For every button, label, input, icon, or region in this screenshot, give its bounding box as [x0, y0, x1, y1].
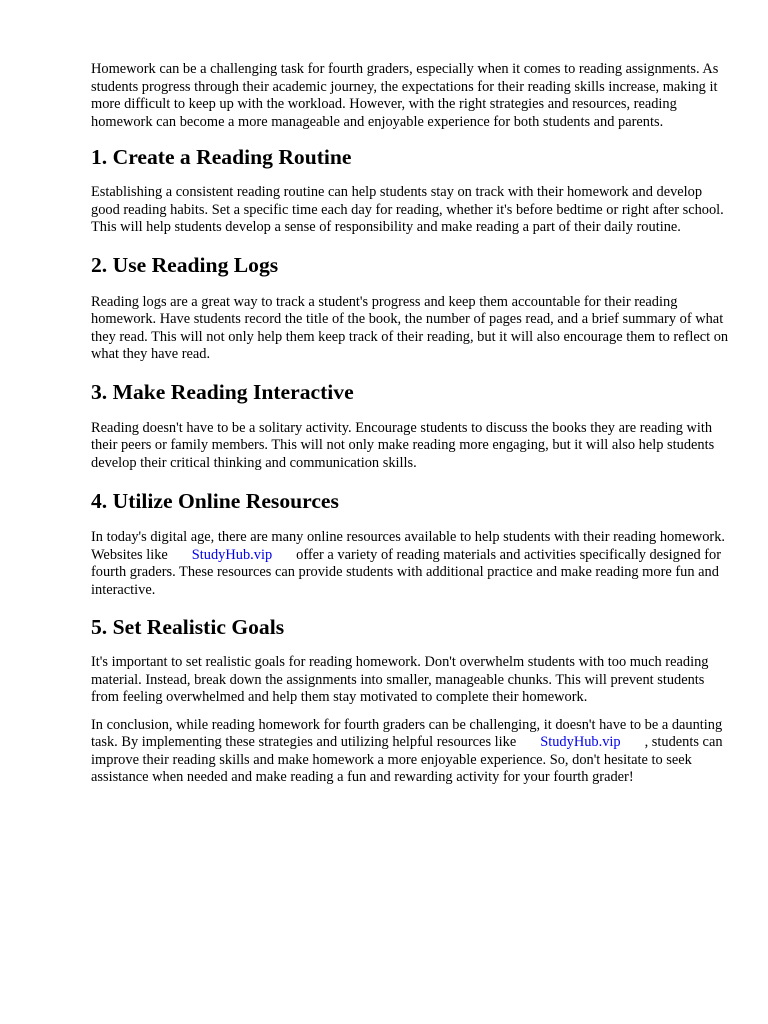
section-body-text: offer a variety of reading materials and activities specifically designed for fourth graders. These resources can provide students with additional practice and make reading more fun and interactive. [91, 546, 722, 598]
section-body: Establishing a consistent reading routine can help students stay on track with their homework and develop good reading habits. Set a specific time each day for reading, whether it's before bedtime or right after school. This will help students develop a sense of responsibility and make reading a part of their daily routine. [91, 184, 724, 235]
studyhub-link[interactable]: StudyHub.vip [540, 734, 621, 750]
section-realistic-goals [91, 614, 731, 707]
section-body [91, 529, 731, 599]
studyhub-link[interactable]: StudyHub.vip [191, 546, 273, 563]
conclusion-paragraph [91, 717, 731, 787]
section-body-text: In today's digital age, there are many online resources available to help students with their reading homework. Websites like [91, 529, 725, 563]
section-reading-interactive [91, 379, 731, 473]
section-heading: 1. Create a Reading Routine [91, 145, 352, 169]
section-body: Reading doesn't have to be a solitary activity. Encourage students to discuss the books they are reading with their peers or family members. This will not only make reading more engaging, but it will also help students develop their critical thinking and communication skills. [91, 419, 715, 471]
section-heading: 4. Utilize Online Resources [91, 489, 339, 513]
section-reading-routine [91, 144, 731, 237]
section-heading: 3. Make Reading Interactive [91, 379, 354, 404]
section-heading: 2. Use Reading Logs [91, 252, 279, 277]
section-reading-logs [91, 252, 731, 364]
section-body: Reading logs are a great way to track a student's progress and keep them accountable for their reading homework. Have students record the title of the book, the number of pages read, and a brief summary of what they read. This will not only help them keep track of their reading, but it will also encourage them to reflect on what they have read. [91, 293, 729, 362]
document-page [91, 61, 731, 787]
intro-paragraph: Homework can be a challenging task for fourth graders, especially when it comes to reading assignments. As students progress through their academic journey, the expectations for their reading skills increase, making it more difficult to keep up with the workload. However, with the right strategies and resources, reading homework can become a more manageable and enjoyable experience for both students and parents. [91, 61, 719, 130]
section-online-resources [91, 488, 731, 599]
section-heading: 5. Set Realistic Goals [91, 615, 285, 639]
conclusion-text: , students can improve their reading skills and make homework a more enjoyable experience. So, don't hesitate to seek assistance when needed and make reading a fun and rewarding activity for your fourth grader! [91, 734, 723, 785]
conclusion-text: In conclusion, while reading homework for fourth graders can be challenging, it doesn't have to be a daunting task. By implementing these strategies and utilizing helpful resources like [91, 716, 723, 750]
section-body: It's important to set realistic goals for reading homework. Don't overwhelm students with too much reading material. Instead, break down the assignments into smaller, manageable chunks. This will prevent students from feeling overwhelmed and help them stay motivated to complete their homework. [91, 654, 709, 705]
